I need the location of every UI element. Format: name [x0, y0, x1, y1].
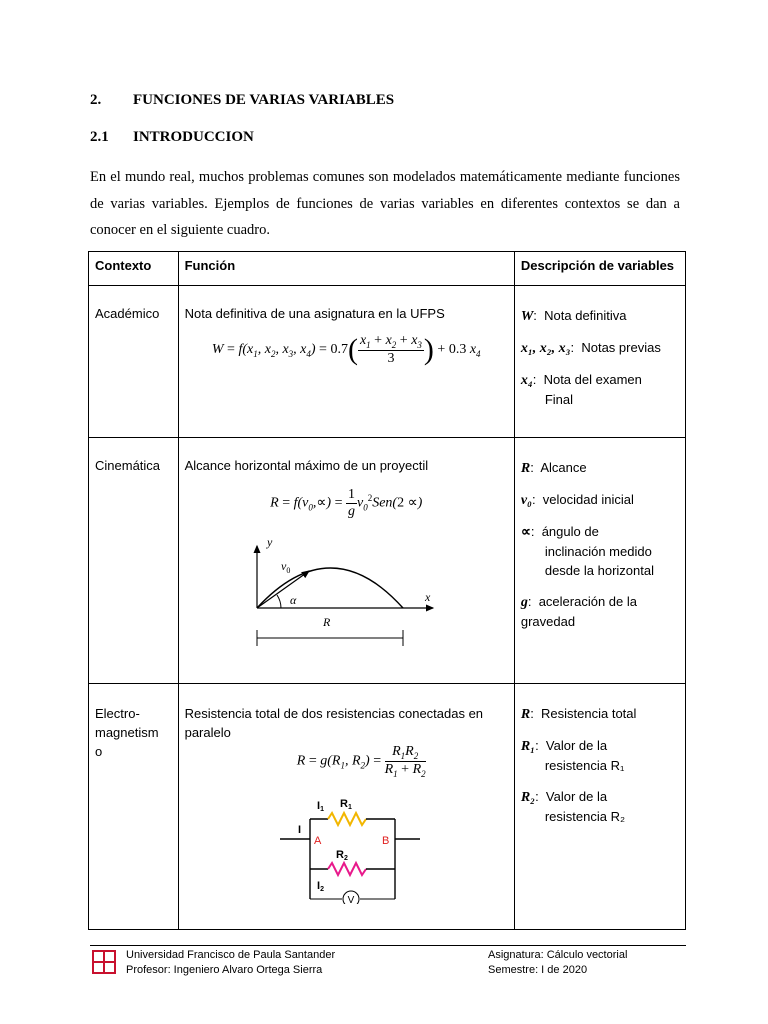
university-logo	[92, 950, 116, 974]
current-label: I	[297, 823, 301, 836]
range-label: R	[322, 615, 330, 629]
variable-item: x₄: Nota del examen Final	[520, 372, 642, 407]
resistor-r1	[328, 813, 366, 825]
function-cell	[178, 438, 514, 684]
formula-grade: $W = f(x_1$, $x_2$, $x_3$, $x_4) = 0.7$( $\frac{x_1 + x_2 + x_3}{3}$ ) + 0.3 $x_4$	[211, 333, 481, 366]
subsection-title: INTRODUCCION	[133, 129, 254, 145]
circuit-diagram	[280, 789, 420, 904]
variables-cell	[514, 286, 685, 438]
node-a-label: A	[313, 834, 321, 847]
variables-cell	[514, 438, 685, 684]
voltmeter-label: V	[347, 894, 354, 904]
alpha-label: α	[289, 593, 296, 607]
header-context: Contexto	[89, 252, 179, 286]
header-function: Función	[178, 252, 514, 286]
function-description: Alcance horizontal máximo de un proyectil	[184, 458, 429, 473]
variable-item: v₀: velocidad inicial	[520, 492, 634, 508]
section-title: FUNCIONES DE VARIAS VARIABLES	[133, 92, 395, 108]
variable-item: R: Resistencia total	[520, 706, 637, 722]
table-header-row	[89, 252, 686, 286]
intro-paragraph: En el mundo real, muchos problemas comunes son modelados matemáticamente mediante funciones de varias variables. Ejemplos de funciones de varias variables en diferentes contextos se dan a conocer en el siguiente cuadro.	[90, 169, 680, 238]
variable-item: R₂: Valor de la resistencia R₂	[520, 789, 626, 824]
function-description: Nota definitiva de una asignatura en la UFPS	[184, 306, 445, 321]
header-variables: Descripción de variables	[514, 252, 685, 286]
x-label: x	[424, 590, 430, 604]
r2-label: R2	[335, 848, 348, 862]
function-cell	[178, 684, 514, 930]
table-row	[89, 286, 686, 438]
node-b-label: B	[381, 834, 389, 847]
variable-item: R₁: Valor de la resistencia R₁	[520, 738, 625, 773]
variables-cell	[514, 684, 685, 930]
resistor-r2	[328, 863, 366, 875]
footer-rule	[90, 945, 686, 946]
variable-item: R: Alcance	[520, 460, 587, 476]
current-i1-label: I1	[316, 799, 324, 813]
section-number: 2.	[90, 92, 102, 108]
footer-semester: Semestre: I de 2020	[488, 964, 588, 976]
current-i2-label: I2	[316, 879, 324, 893]
variable-item: g: aceleración de la gravedad	[520, 594, 637, 629]
r1-label: R1	[339, 797, 352, 811]
projectile-diagram	[249, 534, 449, 649]
table-row	[89, 438, 686, 684]
subsection-heading	[90, 129, 254, 146]
trajectory-curve	[257, 568, 403, 608]
context-table	[88, 251, 686, 930]
y-label: y	[266, 535, 272, 549]
v0-label: $v_0$	[280, 559, 290, 575]
footer-left	[126, 948, 335, 978]
footer-right	[488, 948, 627, 978]
footer-subject: Asignatura: Cálculo vectorial	[488, 949, 628, 961]
angle-arc	[277, 595, 281, 608]
velocity-vector	[257, 571, 309, 608]
function-description: Resistencia total de dos resistencias conectadas en paralelo	[184, 706, 484, 740]
variable-item: W: Nota definitiva	[520, 308, 627, 324]
footer-professor: Profesor: Ingeniero Alvaro Ortega Sierra	[126, 964, 323, 976]
formula-resistance: $R = g(R_1$, $R_2$) = $\frac{R_1R_2}{R_1 + R_2}$	[296, 744, 426, 779]
context-cell: Cinemática	[89, 438, 179, 684]
context-cell: Electro- magnetism o	[89, 684, 179, 930]
context-cell: Académico	[89, 286, 179, 438]
table-row	[89, 684, 686, 930]
footer-university: Universidad Francisco de Paula Santander	[126, 949, 336, 961]
function-cell	[178, 286, 514, 438]
variable-item: ∝: ángulo de inclinación medido desde la horizontal	[520, 524, 654, 578]
formula-range: $R = f(v_0,\propto)$ = $\frac{1}{g}$ $v_0^2Sen(2$ ∝)	[270, 487, 423, 519]
section-heading	[90, 92, 394, 109]
subsection-number: 2.1	[90, 129, 109, 145]
variable-item: x₁, x₂, x₃: Notas previas	[520, 340, 661, 356]
